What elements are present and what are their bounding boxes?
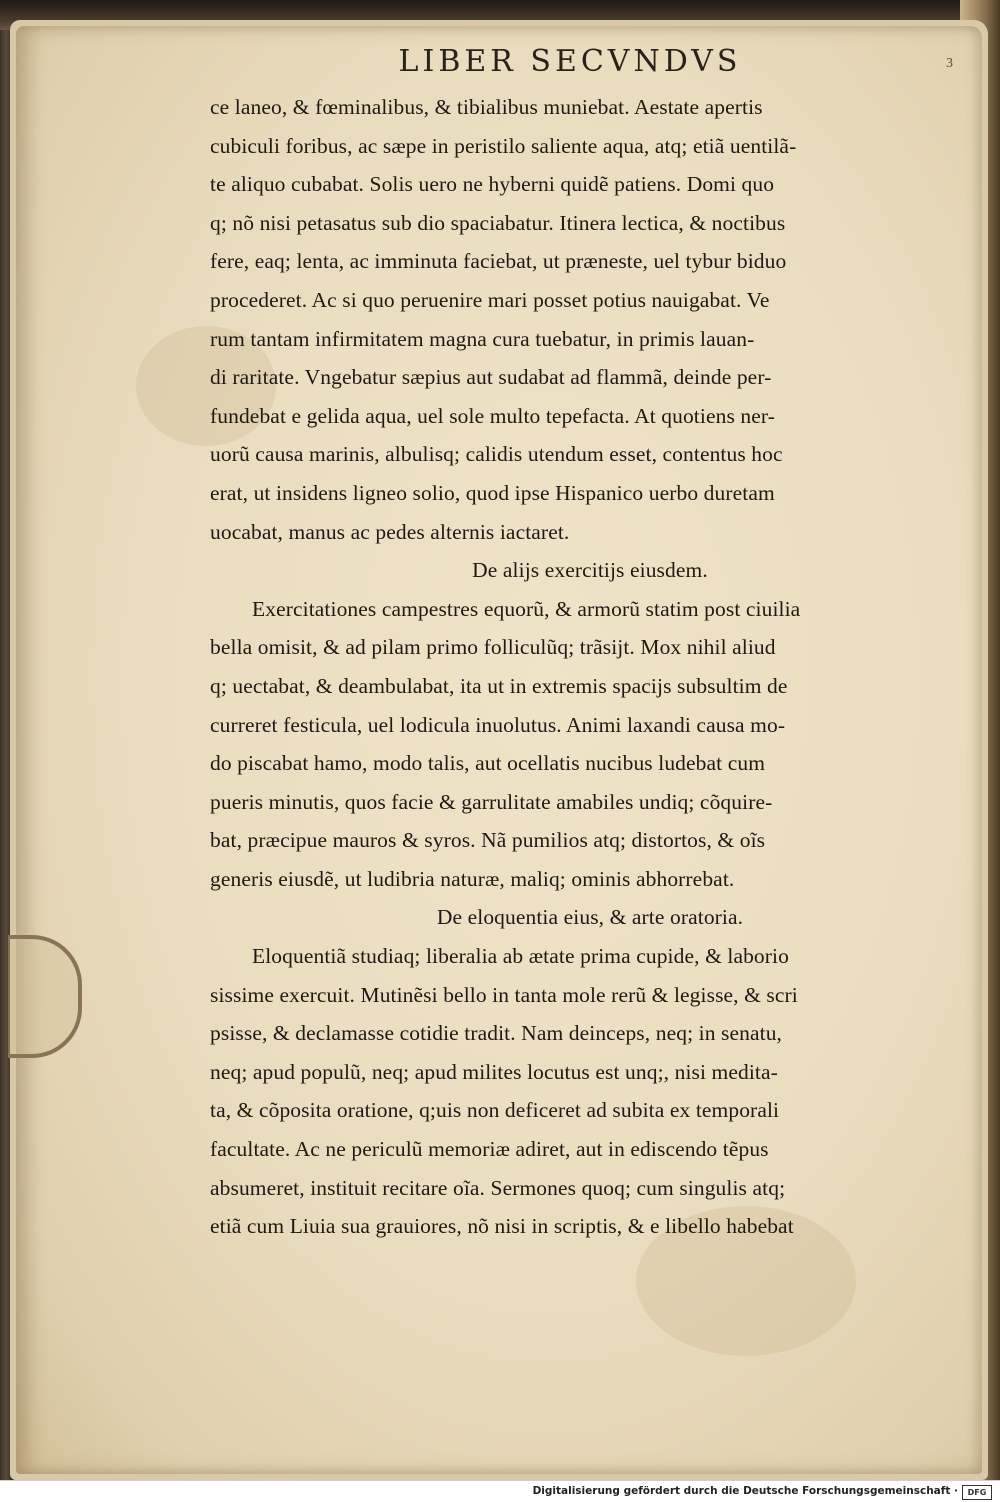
text-line: Exercitationes campestres equorũ, & armorũ statim post ciuilia: [252, 596, 801, 621]
text-line: neq; apud populũ, neq; apud milites locutus est unq;, nisi medita-: [210, 1059, 778, 1084]
text-line: generis eiusdẽ, ut ludibria naturæ, maliq; ominis abhorrebat.: [210, 866, 735, 891]
text-line: fundebat e gelida aqua, uel sole multo tepefacta. At quotiens ner-: [210, 403, 775, 428]
running-head: LIBER SECVNDVS: [398, 44, 742, 79]
text-line: curreret festicula, uel lodicula inuolutus. Animi laxandi causa mo-: [210, 712, 786, 737]
text-line: do piscabat hamo, modo talis, aut ocellatis nucibus ludebat cum: [210, 751, 766, 776]
text-line: fere, eaq; lenta, ac imminuta faciebat, ut prænestе, uel tybur biduo: [210, 249, 787, 274]
folio-mark: 3: [946, 56, 953, 71]
text-line: pueris minutis, quos facie & garrulitate amabiles undiq; cõquire-: [210, 789, 773, 814]
text-line: rum tantam infirmitatem magna cura tuebatur, in primis lauan-: [210, 326, 755, 351]
text-line: q; nõ nisi petasatus sub dio spaciabatur. Itinera lectica, & noctibus: [210, 210, 786, 235]
text-line: bella omisit, & ad pilam primo folliculũq; trãsijt. Mox nihil aliud: [210, 635, 776, 660]
text-line: sissime exercuit. Mutinẽsi bello in tanta mole rerũ & legisse, & scri: [210, 982, 798, 1007]
text-line: cubiculi foribus, ac sæpe in peristilo saliente aqua, atq; etiã uentilã-: [210, 133, 797, 158]
text-line: etiã cum Liuia sua grauiores, nõ nisi in scriptis, & e libello habebat: [210, 1214, 794, 1239]
digitization-footer: [0, 1480, 1000, 1502]
text-line: q; uectabat, & deambulabat, ita ut in extremis spacijs subsultim de: [210, 673, 788, 698]
section-heading: De alijs exercitijs eiusdem.: [472, 558, 708, 583]
section-heading: De eloquentia eius, & arte oratoria.: [436, 905, 744, 930]
text-line: uorũ causa marinis, albulisq; calidis utendum esset, contentus hoc: [210, 442, 783, 467]
text-line: erat, ut insidens ligneo solio, quod ipse Hispanico uerbo duretam: [210, 480, 775, 505]
text-line: absumeret, instituit recitare oĩa. Sermones quoq; cum singulis atq;: [210, 1175, 786, 1200]
text-block: [210, 88, 970, 1246]
text-line: ce laneo, & fœminalibus, & tibialibus muniebat. Aestate apertis: [210, 95, 763, 119]
text-line: di raritate. Vngebatur sæpius aut sudabat ad flammã, deinde per-: [210, 365, 772, 390]
text-line: ta, & cõposita oratione, q;uis non deficeret ad subita ex temporali: [210, 1098, 780, 1123]
text-line: Eloquentiã studiaq; liberalia ab ætate prima cupide, & laborio: [252, 944, 789, 969]
text-line: psisse, & declamasse cotidie tradit. Nam deinceps, neq; in senatu,: [210, 1021, 783, 1046]
dfg-logo-icon: DFG: [962, 1485, 992, 1500]
footer-credit-text: Digitalisierung gefördert durch die Deutsche Forschungsgemeinschaft ·: [532, 1485, 958, 1497]
text-line: te aliquo cubabat. Solis uero ne hyberni quidẽ patiens. Domi quo: [210, 172, 775, 197]
text-line: facultate. Ac ne periculũ memoriæ adiret, aut in ediscendo tẽpus: [210, 1137, 769, 1162]
text-line: bat, præcipue mauros & syros. Nã pumilios atq; distortos, & oĩs: [210, 828, 766, 853]
text-line: uocabat, manus ac pedes alternis iactaret.: [210, 519, 570, 544]
text-line: procederet. Ac si quo peruenire mari posset potius nauigabat. Ve: [210, 287, 770, 312]
